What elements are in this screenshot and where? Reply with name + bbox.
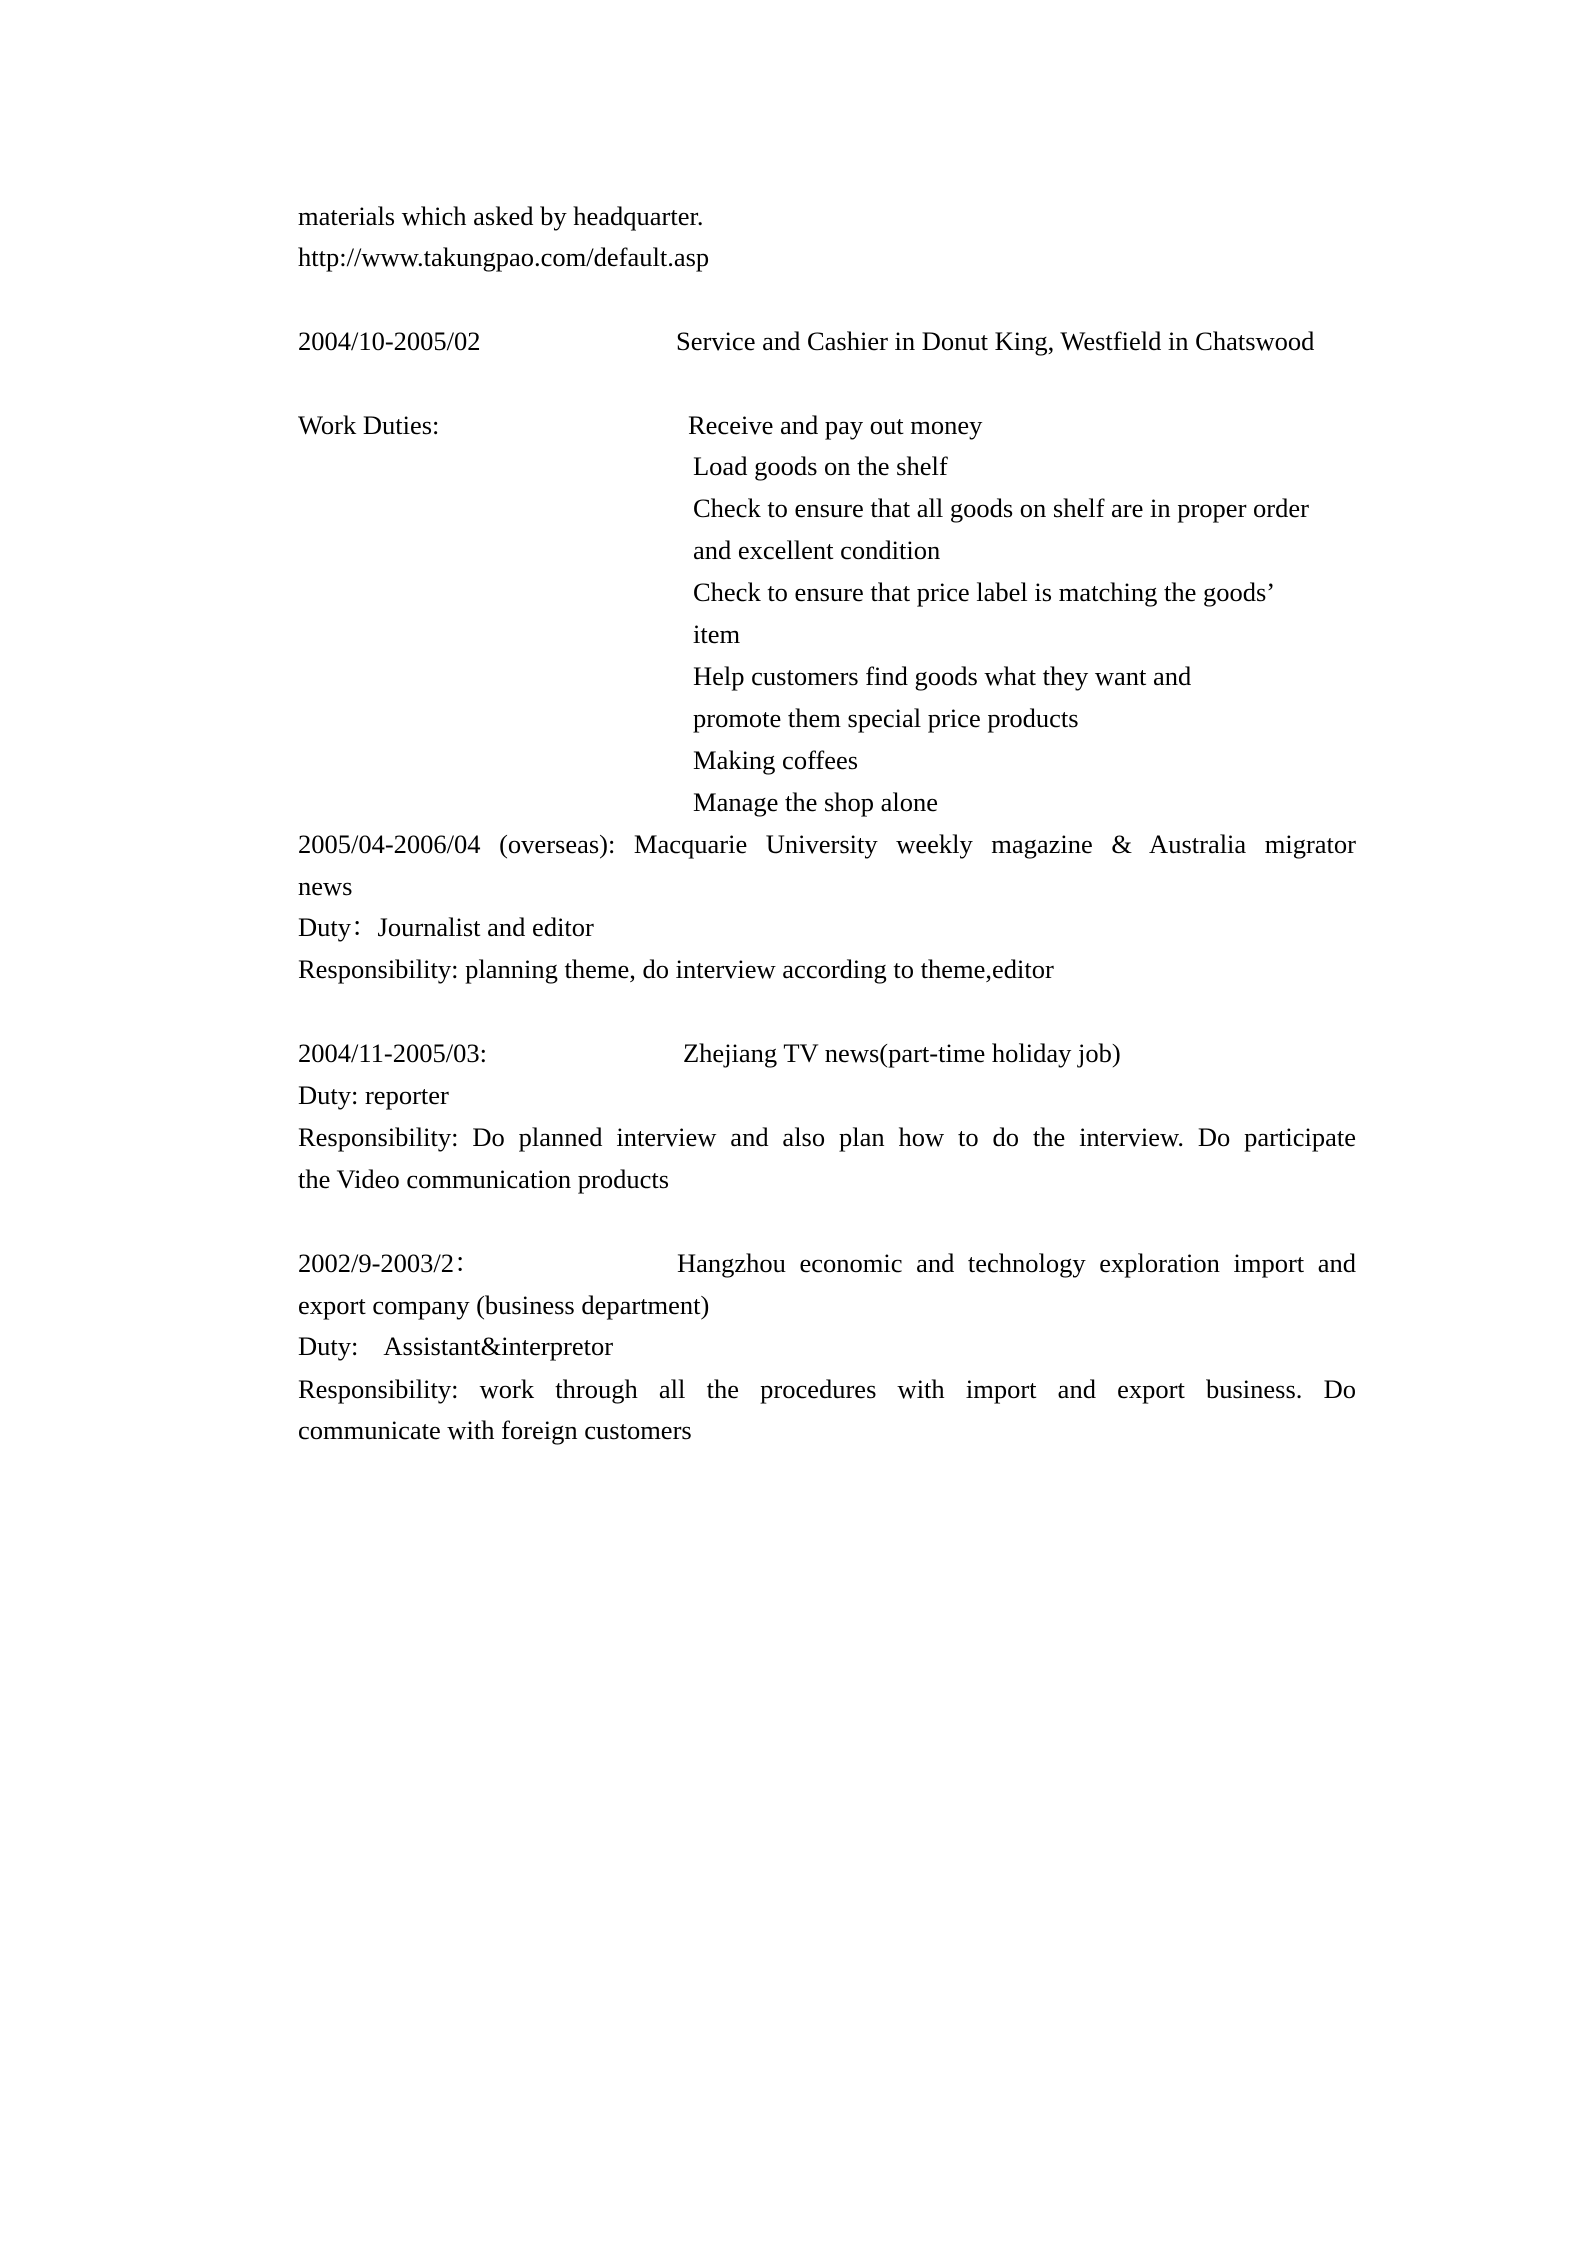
zhejiang-responsibility-line-2: the Video communication products xyxy=(298,1164,670,1194)
duty-item: item xyxy=(693,619,741,649)
hangzhou-title-line-2: export company (business department) xyxy=(298,1290,710,1320)
macquarie-line-1: 2005/04-2006/04 (overseas): Macquarie University weekly magazine & Australia migrator xyxy=(298,829,1356,859)
donut-king-title: Service and Cashier in Donut King, Westfield in Chatswood xyxy=(676,326,1315,356)
hangzhou-date: 2002/9-2003/2： xyxy=(298,1248,481,1278)
zhejiang-responsibility-line-1: Responsibility: Do planned interview and also plan how to do the interview. Do participate xyxy=(298,1122,1356,1152)
hangzhou-responsibility-line-2: communicate with foreign customers xyxy=(298,1415,692,1445)
duty-item: promote them special price products xyxy=(693,703,1079,733)
donut-king-date: 2004/10-2005/02 xyxy=(298,326,481,356)
zhejiang-title: Zhejiang TV news(part-time holiday job) xyxy=(683,1038,1121,1068)
duty-item: Check to ensure that all goods on shelf are in proper order xyxy=(693,493,1309,523)
hangzhou-title-line-1: Hangzhou economic and technology exploration import and xyxy=(677,1248,1356,1278)
work-duties-label: Work Duties: xyxy=(298,410,440,440)
zhejiang-date: 2004/11-2005/03: xyxy=(298,1038,487,1068)
macquarie-responsibility: Responsibility: planning theme, do interview according to theme,editor xyxy=(298,954,1054,984)
duty-item: Check to ensure that price label is matching the goods’ xyxy=(693,577,1276,607)
macquarie-duty: Duty：Journalist and editor xyxy=(298,912,594,942)
hangzhou-responsibility-line-1: Responsibility: work through all the procedures with import and export business. Do xyxy=(298,1374,1356,1404)
header-url: http://www.takungpao.com/default.asp xyxy=(298,242,710,272)
duty-item: Help customers find goods what they want and xyxy=(693,661,1192,691)
zhejiang-duty: Duty: reporter xyxy=(298,1080,449,1110)
header-line-1: materials which asked by headquarter. xyxy=(298,201,704,231)
duty-item: Manage the shop alone xyxy=(693,787,939,817)
duty-item: Receive and pay out money xyxy=(688,410,983,440)
duty-item: Making coffees xyxy=(693,745,859,775)
macquarie-line-2: news xyxy=(298,871,353,901)
duty-item: and excellent condition xyxy=(693,535,941,565)
hangzhou-duty: Duty: Assistant&interpretor xyxy=(298,1331,614,1361)
duty-item: Load goods on the shelf xyxy=(693,451,948,481)
